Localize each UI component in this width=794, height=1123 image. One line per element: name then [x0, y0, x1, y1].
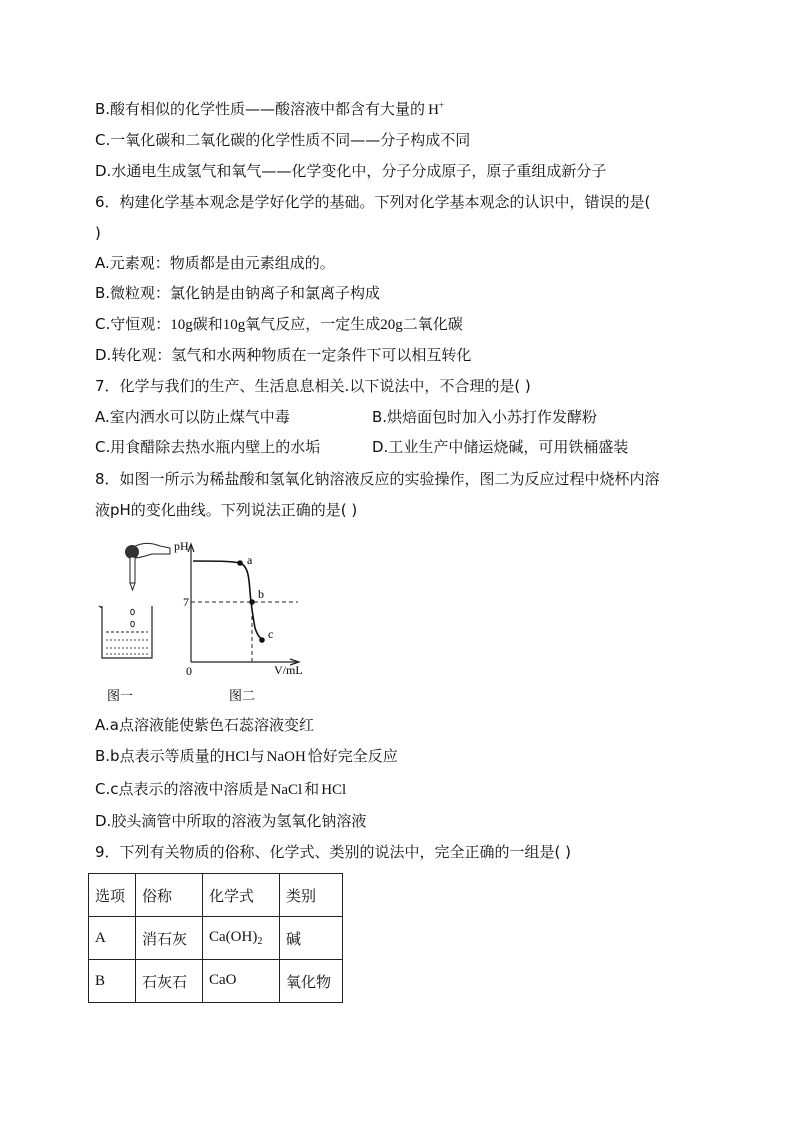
ph-curve-chart — [174, 539, 303, 678]
point-a-label: a — [247, 553, 253, 567]
table-header-cell: 化学式 — [203, 874, 280, 917]
q8b-hcl: HCl — [224, 749, 250, 765]
ph-7-tick: 7 — [183, 595, 189, 609]
q6c-part3: 氧气反应，一定生成 — [245, 315, 381, 333]
q8-option-b — [95, 746, 398, 767]
hydrogen-ion — [428, 102, 444, 118]
q8c-nacl: NaCl — [270, 782, 303, 798]
q8c-hcl: HCl — [321, 782, 347, 798]
table-cell-type: 碱 — [280, 917, 343, 960]
q6-option-d: D.转化观：氢气和水两种物质在一定条件下可以相互转化 — [95, 346, 472, 364]
q5-option-b-text: B.酸有相似的化学性质——酸溶液中都含有大量的 — [95, 100, 426, 118]
q8-option-d: D.胶头滴管中所取的溶液为氢氧化钠溶液 — [95, 812, 367, 830]
origin-label: 0 — [186, 664, 192, 678]
q6c-part2: 碳和 — [192, 315, 223, 333]
q7-stem: 7．化学与我们的生产、生活息息相关.以下说法中，不合理的是( ) — [95, 377, 531, 395]
formula-main: Ca(OH) — [209, 929, 258, 945]
q8-figure — [90, 532, 320, 712]
x-axis-label: V/mL — [274, 663, 303, 677]
q5-option-c: C.一氧化碳和二氧化碳的化学性质不同——分子构成不同 — [95, 131, 471, 149]
beaker-icon — [99, 606, 152, 658]
q7-option-d: D.工业生产中储运烧碱，可用铁桶盛装 — [372, 438, 629, 456]
q9-stem: 9．下列有关物质的俗称、化学式、类别的说法中，完全正确的一组是( ) — [95, 843, 572, 861]
table-cell-name: 消石灰 — [136, 917, 203, 960]
table-cell-option: B — [89, 960, 136, 1003]
table-header-row — [89, 874, 343, 917]
q8-option-a: A.a点溶液能使紫色石蕊溶液变红 — [95, 716, 314, 734]
q8b-part2: 与 — [249, 747, 265, 765]
point-b-marker — [249, 599, 255, 605]
q6c-mass3: 20g — [380, 317, 403, 333]
table-row — [89, 917, 343, 960]
q7-option-a: A.室内洒水可以防止煤气中毒 — [95, 408, 290, 426]
formula-subscript: 2 — [257, 936, 263, 947]
table-row — [89, 960, 343, 1003]
hydrogen-symbol: H — [428, 102, 439, 118]
q8b-naoh: NaOH — [266, 749, 306, 765]
q8c-part1: C.c点表示的溶液中溶质是 — [95, 780, 269, 798]
formula-main: CaO — [209, 972, 237, 988]
q6-option-a: A.元素观：物质都是由元素组成的。 — [95, 254, 335, 272]
table-header-cell: 类别 — [280, 874, 343, 917]
point-a-marker — [237, 560, 243, 566]
table-header-cell: 选项 — [89, 874, 136, 917]
table-cell-name: 石灰石 — [136, 960, 203, 1003]
q6-option-c — [95, 314, 463, 335]
figure-1-caption: 图一 — [107, 689, 134, 704]
q8-option-c — [95, 779, 346, 800]
q7-option-b: B.烘焙面包时加入小苏打作发酵粉 — [372, 408, 598, 426]
table-cell-option: A — [89, 917, 136, 960]
q9-table — [88, 873, 343, 1003]
table-header-cell: 俗称 — [136, 874, 203, 917]
q5-option-b — [95, 95, 444, 120]
q6c-mass1: 10g — [170, 317, 193, 333]
table-cell-formula — [203, 960, 280, 1003]
table-cell-formula — [203, 917, 280, 960]
q5-option-d: D.水通电生成氢气和氧气——化学变化中，分子分成原子，原子重组成新分子 — [95, 162, 607, 180]
q8-stem-line1: 8．如图一所示为稀盐酸和氢氧化钠溶液反应的实验操作，图二为反应过程中烧杯内溶 — [95, 470, 660, 488]
q8c-part2: 和 — [304, 780, 320, 798]
point-c-label: c — [268, 627, 274, 641]
y-axis-label: pH — [174, 539, 189, 553]
q6-stem-line2: ) — [95, 224, 101, 242]
point-c-marker — [259, 637, 265, 643]
q6-option-b: B.微粒观：氯化钠是由钠离子和氯离子构成 — [95, 284, 381, 302]
table-cell-type: 氧化物 — [280, 960, 343, 1003]
hydrogen-charge: + — [438, 100, 444, 110]
figure-2-caption: 图二 — [229, 689, 256, 704]
q6c-part4: 二氧化碳 — [402, 315, 463, 333]
q6c-part1: C.守恒观： — [95, 315, 171, 333]
q8b-part3: 恰好完全反应 — [307, 747, 398, 765]
dropper-hand-illustration — [125, 543, 170, 626]
q8b-part1: B.b点表示等质量的 — [95, 747, 225, 765]
q8-stem-line2: 液pH的变化曲线。下列说法正确的是( ) — [95, 501, 358, 519]
point-b-label: b — [258, 587, 264, 601]
q6c-mass2: 10g — [222, 317, 246, 333]
q7-option-c: C.用食醋除去热水瓶内壁上的水垢 — [95, 438, 321, 456]
q6-stem-line1: 6．构建化学基本观念是学好化学的基础。下列对化学基本观念的认识中，错误的是( — [95, 193, 651, 211]
